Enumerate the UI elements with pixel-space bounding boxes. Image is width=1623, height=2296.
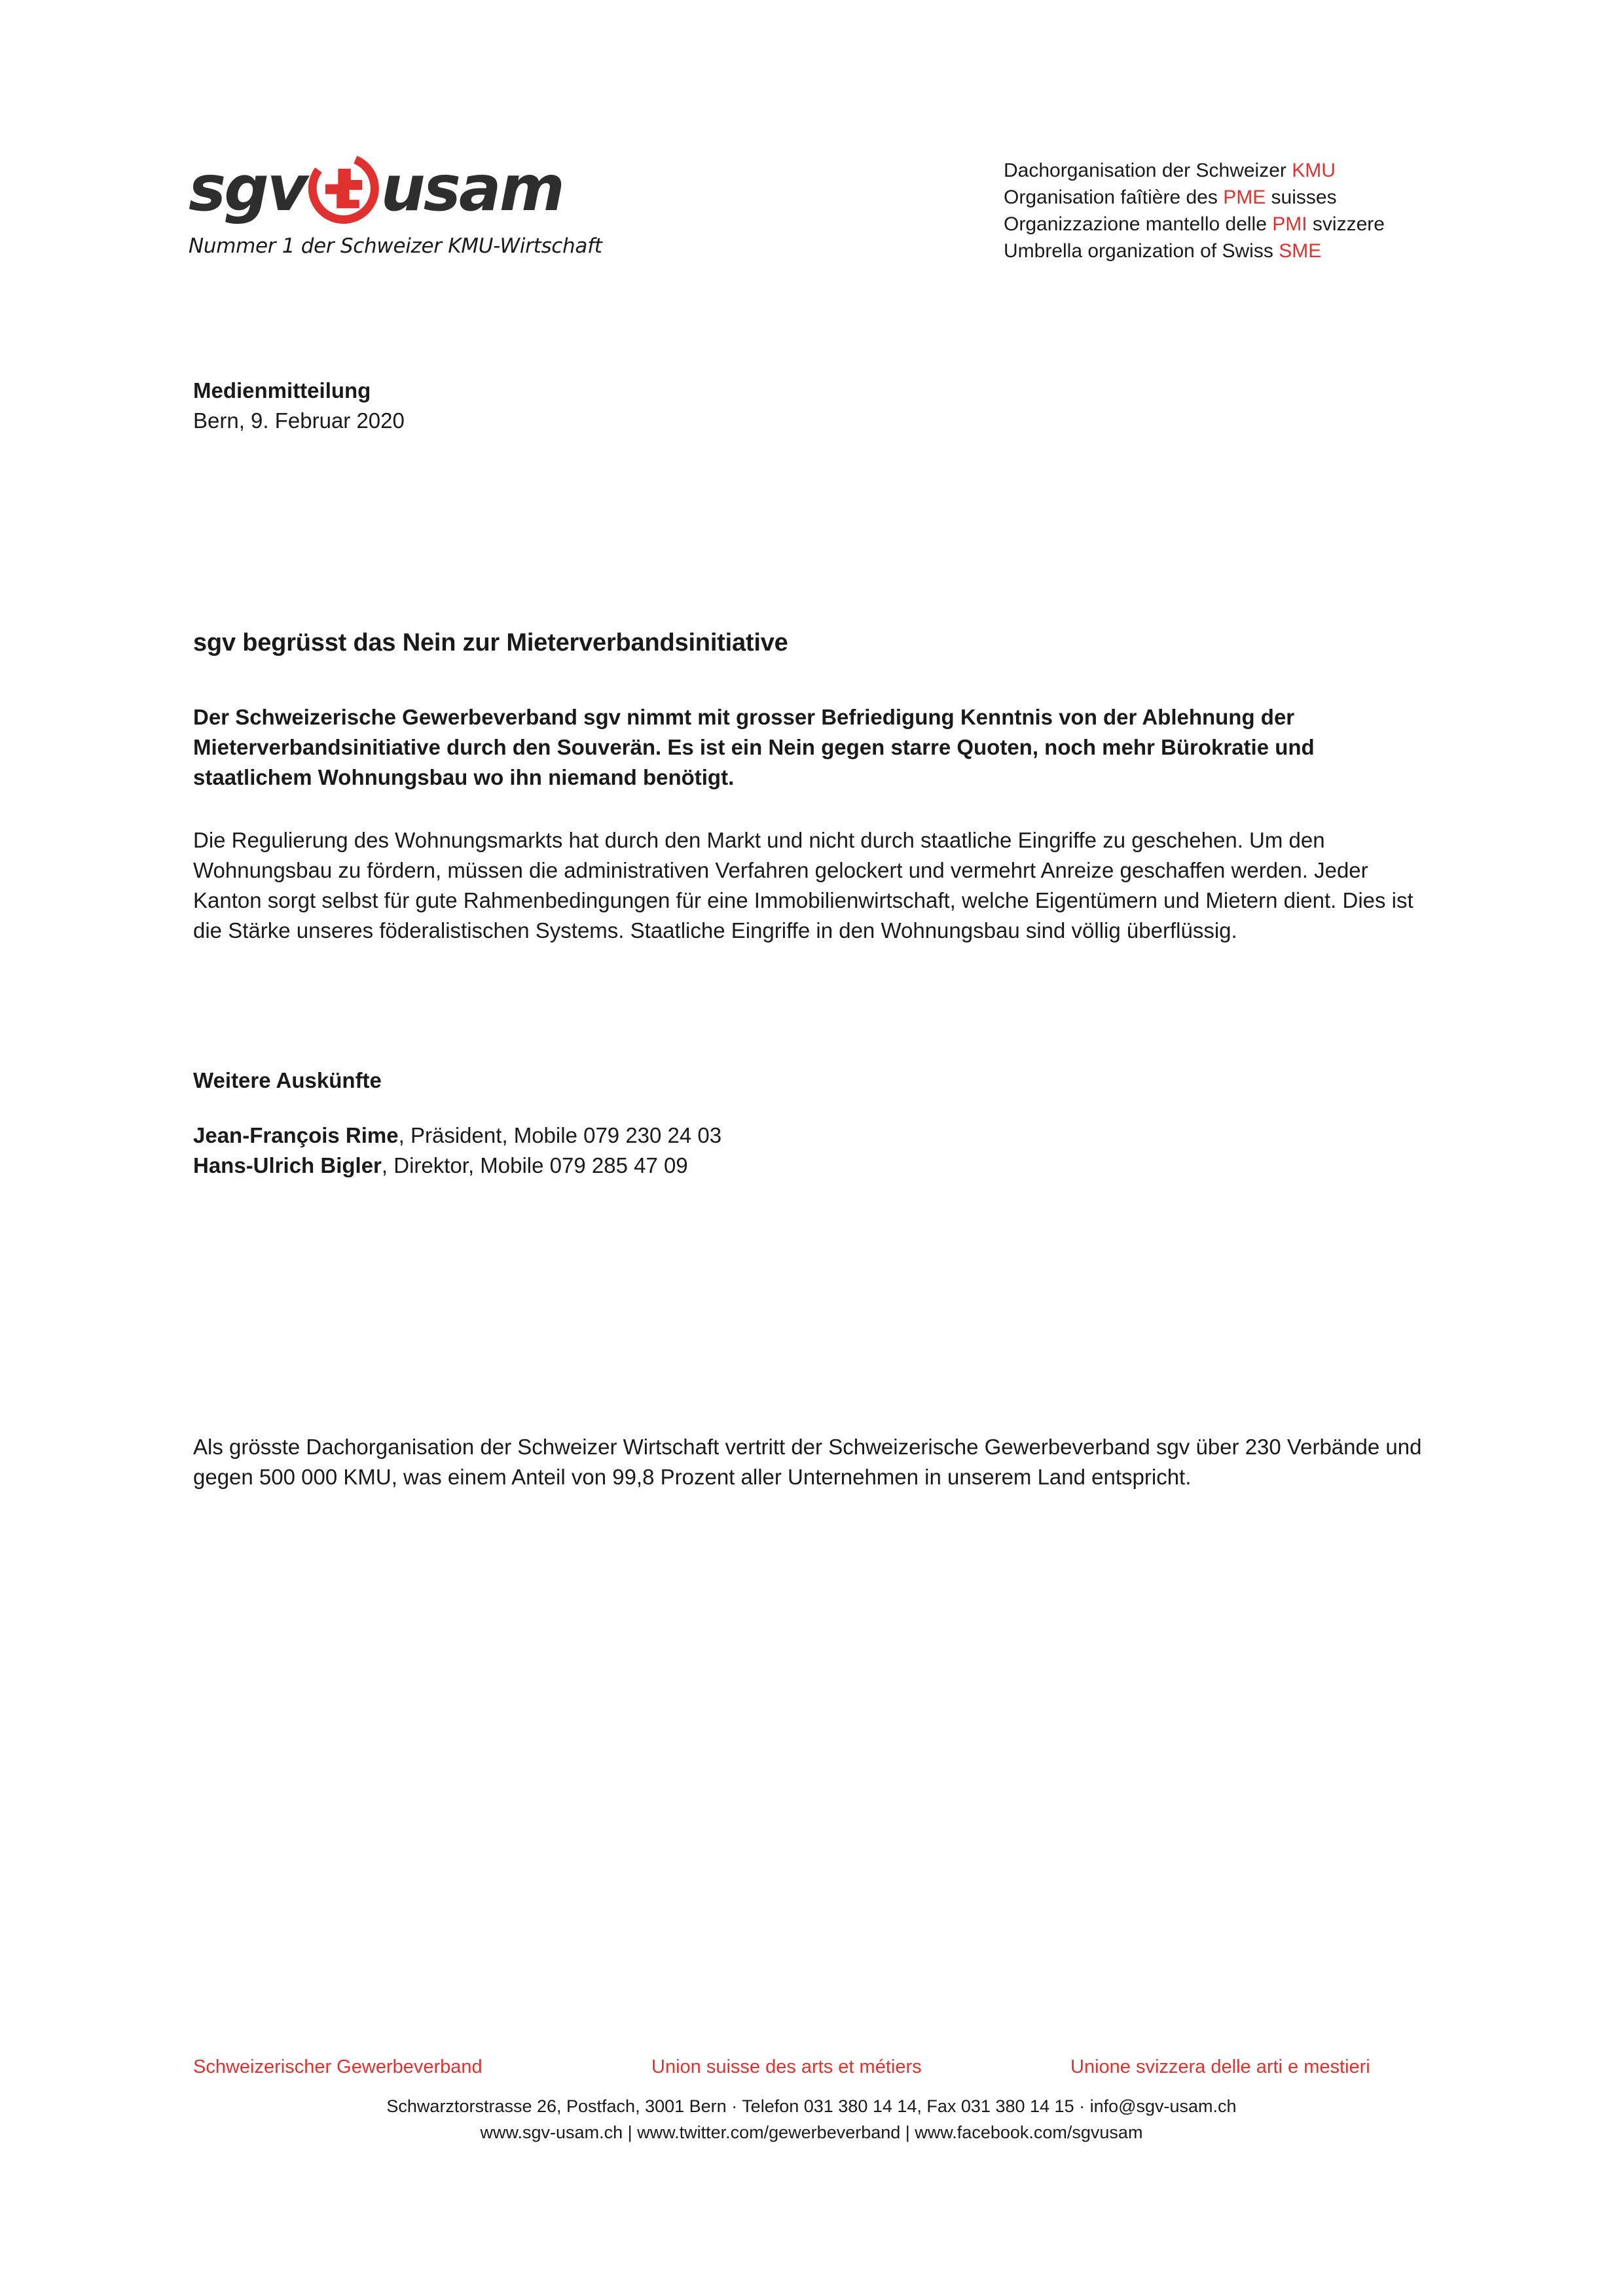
footer-contact-block bbox=[0, 2093, 1623, 2145]
logo-text-usam: usam bbox=[380, 152, 563, 225]
contact-name: Jean-François Rime bbox=[193, 1123, 399, 1147]
accent-pme: PME bbox=[1223, 187, 1266, 208]
header-language-line-de: Dachorganisation der Schweizer KMU bbox=[1004, 160, 1336, 181]
document-meta bbox=[193, 376, 405, 436]
footer-address-line: Schwarztorstrasse 26, Postfach, 3001 Bern · Telefon 031 380 14 14, Fax 031 380 14 15 · info@sgv-usam.ch bbox=[386, 2096, 1237, 2116]
boilerplate-paragraph: Als grösste Dachorganisation der Schweizer Wirtschaft vertritt der Schweizerische Gewerbeverband sgv über 230 Verbände und gegen 500 000 KMU, was einem Anteil von 99,8 Prozent aller Unternehmen in unserem Land entspricht. bbox=[193, 1435, 1422, 1489]
footer-web-line[interactable]: www.sgv-usam.ch | www.twitter.com/gewerbeverband | www.facebook.com/sgvusam bbox=[480, 2123, 1143, 2142]
header-language-line-it: Organizzazione mantello delle PMI svizzere bbox=[1004, 213, 1385, 235]
contact-name: Hans-Ulrich Bigler bbox=[193, 1153, 382, 1177]
header-language-line-fr: Organisation faîtière des PME suisses bbox=[1004, 187, 1337, 208]
contact-details: , Präsident, Mobile 079 230 24 03 bbox=[398, 1123, 722, 1147]
lead-paragraph: Der Schweizerische Gewerbeverband sgv nimmt mit grosser Befriedigung Kenntnis von der Ablehnung der Mieterverbandsinitiative durch den Souverän. Es ist ein Nein gegen starre Quoten, noch mehr Bürokratie und staatlichem Wohnungsbau wo ihn niemand benötigt. bbox=[193, 705, 1315, 789]
place-and-date: Bern, 9. Februar 2020 bbox=[193, 408, 405, 433]
contact-person-director bbox=[193, 1151, 721, 1181]
logo-tagline: Nummer 1 der Schweizer KMU-Wirtschaft bbox=[189, 234, 602, 258]
logo-wordmark bbox=[189, 152, 568, 225]
footer-org-de: Schweizerischer Gewerbeverband bbox=[193, 2056, 483, 2077]
contact-person-president bbox=[193, 1121, 721, 1151]
contact-section-title: Weitere Auskünfte bbox=[193, 1068, 382, 1092]
body-paragraph: Die Regulierung des Wohnungsmarkts hat durch den Markt und nicht durch staatliche Eingriffe zu geschehen. Um den Wohnungsbau zu fördern, müssen die administrativen Verfahren gelockert und vermehrt Anreize geschaffen werden. Jeder Kanton sorgt selbst für gute Rahmenbedingungen für eine Immobilienwirtschaft, welche Eigentümern und Mietern dient. Dies ist die Stärke unseres föderalistischen Systems. Staatliche Eingriffe in den Wohnungsbau sind völlig überflüssig. bbox=[193, 828, 1413, 942]
logo-text-sgv: sgv bbox=[189, 152, 306, 225]
header-language-line-en: Umbrella organization of Swiss SME bbox=[1004, 240, 1322, 262]
footer-org-fr: Union suisse des arts et métiers bbox=[651, 2056, 922, 2077]
contact-list bbox=[193, 1121, 721, 1181]
page-title: sgv begrüsst das Nein zur Mieterverbandsinitiative bbox=[193, 629, 788, 657]
footer-org-it: Unione svizzera delle arti e mestieri bbox=[1070, 2056, 1370, 2077]
accent-pmi: PMI bbox=[1272, 213, 1307, 235]
sgv-swiss-cross-emblem-icon bbox=[308, 153, 379, 224]
brand-logo bbox=[189, 152, 602, 258]
document-type-label: Medienmitteilung bbox=[193, 378, 371, 403]
contact-details: , Direktor, Mobile 079 285 47 09 bbox=[381, 1153, 688, 1177]
accent-sme: SME bbox=[1279, 240, 1322, 262]
accent-kmu: KMU bbox=[1292, 160, 1336, 181]
footer-organization-names bbox=[193, 2056, 1431, 2078]
header-language-block bbox=[1004, 157, 1385, 264]
